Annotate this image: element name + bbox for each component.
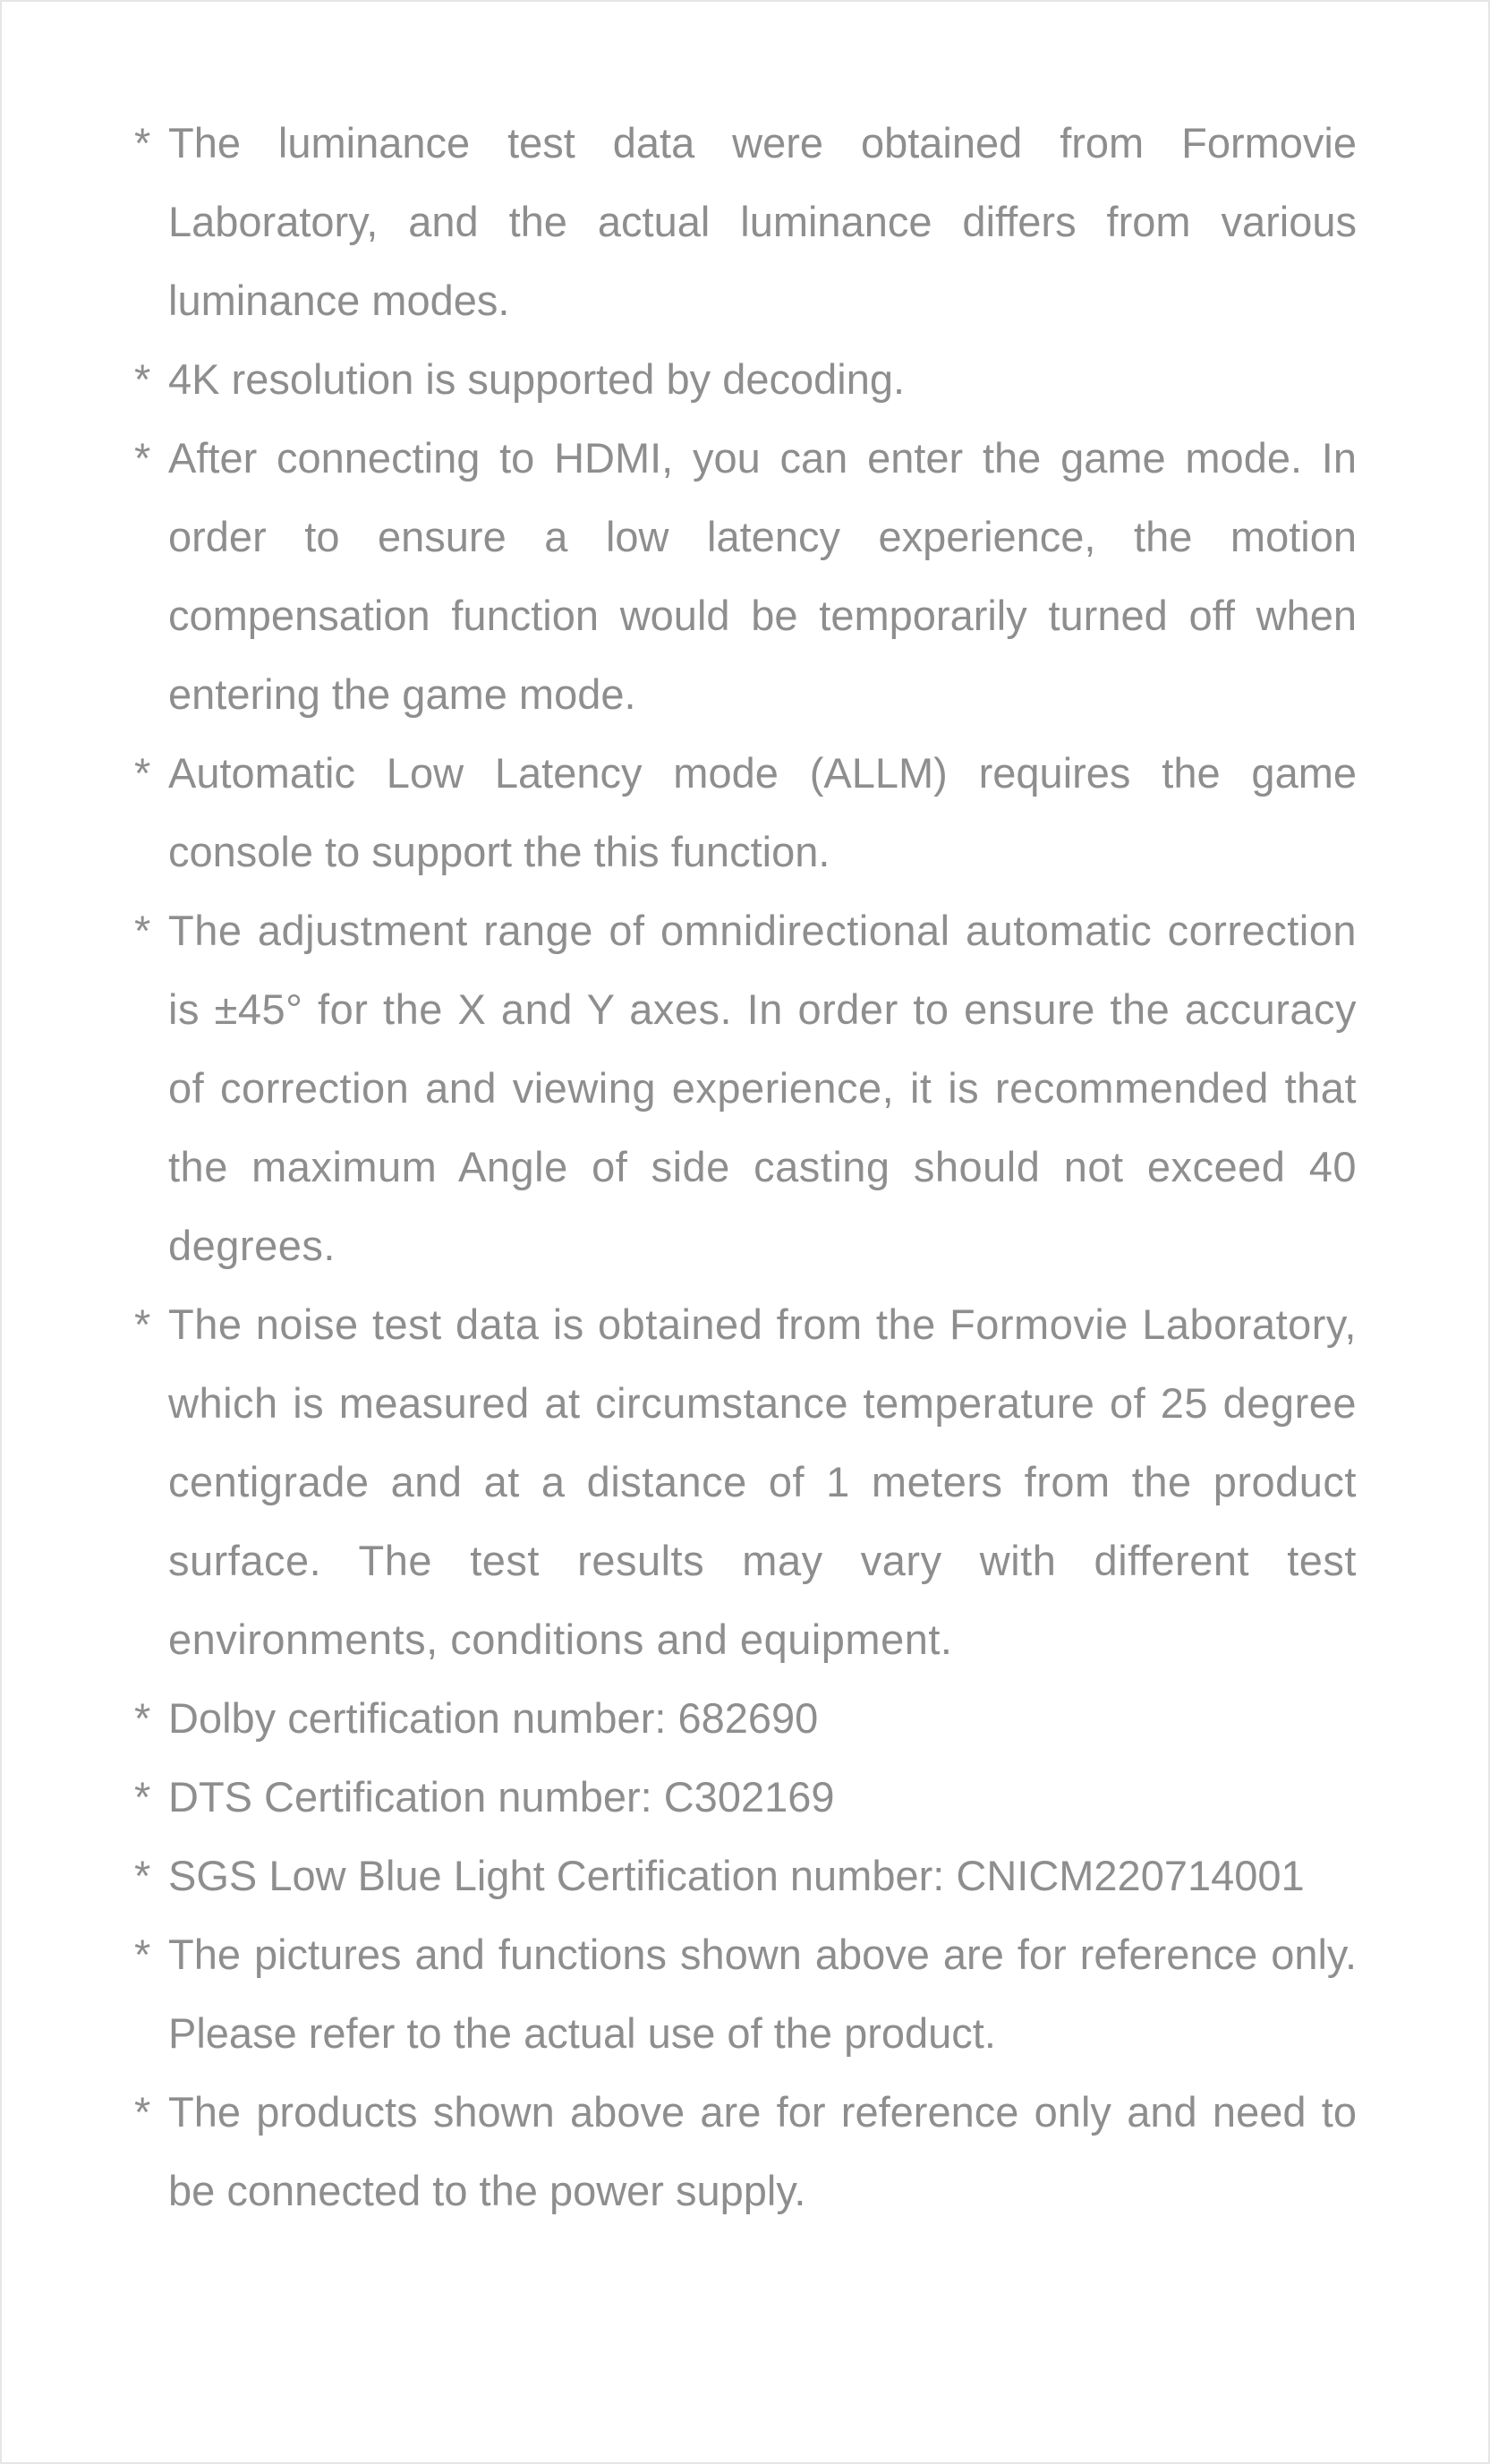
footnote-pictures-reference <box>134 1915 1357 2073</box>
footnote-game-mode <box>134 419 1357 734</box>
footnote-marker: * <box>134 1773 151 1820</box>
footnote-dolby-certification <box>134 1679 1357 1758</box>
footnote-marker: * <box>134 1852 151 1899</box>
footnote-marker: * <box>134 1694 151 1742</box>
footnote-list <box>134 104 1357 2230</box>
footnote-marker: * <box>134 2088 151 2136</box>
footnote-text: The luminance test data were obtained from Formovie Laboratory, and the actual luminance differs from various luminance modes. <box>168 119 1357 324</box>
footnote-noise-test <box>134 1285 1357 1679</box>
footnote-text: DTS Certification number: C302169 <box>168 1773 835 1820</box>
footnote-text: 4K resolution is supported by decoding. <box>168 355 906 403</box>
footnote-marker: * <box>134 1300 151 1348</box>
footnote-dts-certification <box>134 1758 1357 1837</box>
footnote-marker: * <box>134 119 151 166</box>
footnote-sgs-certification <box>134 1837 1357 1915</box>
footnote-text: The adjustment range of omnidirectional automatic correction is ±45° for the X and Y axes. In order to ensure the accuracy of correction and viewing experience, it is recommended that the maximum Angle of side casting should not exceed 40 degrees. <box>168 907 1357 1269</box>
footnote-text: After connecting to HDMI, you can enter the game mode. In order to ensure a low latency experience, the motion compensation function would be temporarily turned off when entering the game mode. <box>168 434 1357 718</box>
footnote-text: Dolby certification number: 682690 <box>168 1694 819 1742</box>
footnote-text: SGS Low Blue Light Certification number: CNICM220714001 <box>168 1852 1305 1899</box>
footnote-marker: * <box>134 907 151 954</box>
footnote-marker: * <box>134 749 151 797</box>
footnote-text: The noise test data is obtained from the Formovie Laboratory, which is measured at circumstance temperature of 25 degree centigrade and at a distance of 1 meters from the product surface. The test results may vary with different test environments, conditions and equipment. <box>168 1300 1357 1663</box>
footnote-auto-correction <box>134 891 1357 1285</box>
footnote-luminance <box>134 104 1357 340</box>
footnote-4k-resolution <box>134 340 1357 419</box>
footnote-marker: * <box>134 1931 151 1978</box>
footnote-text: Automatic Low Latency mode (ALLM) requires the game console to support the this function. <box>168 749 1357 875</box>
footnote-text: The pictures and functions shown above are for reference only. Please refer to the actual use of the product. <box>168 1931 1357 2057</box>
footnote-marker: * <box>134 355 151 403</box>
footnote-marker: * <box>134 434 151 482</box>
footnote-power-supply <box>134 2073 1357 2230</box>
footnote-allm <box>134 734 1357 891</box>
footnote-text: The products shown above are for reference only and need to be connected to the power supply. <box>168 2088 1357 2214</box>
